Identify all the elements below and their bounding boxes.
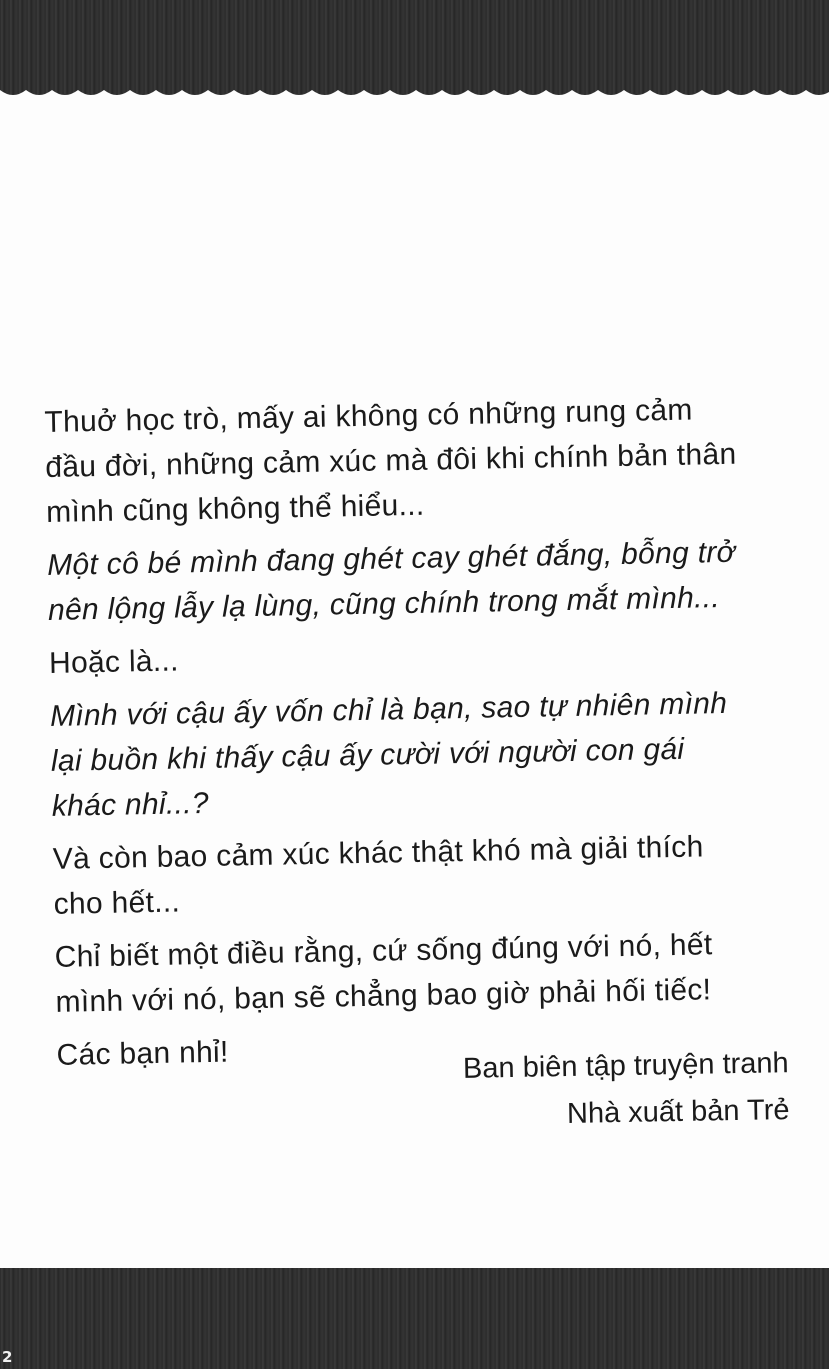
- paragraph-6: [54, 920, 816, 1025]
- text-line: Một cô bé mình đang ghét cay ghét đắng, bỗng trở: [46, 535, 736, 582]
- paragraph-1: [44, 385, 806, 535]
- text-line: Thuở học trò, mấy ai không có những rung cảm: [44, 393, 693, 439]
- text-line: mình cũng không thể hiểu...: [45, 488, 425, 529]
- text-line: Các bạn nhỉ!: [56, 1035, 229, 1072]
- text-line: Và còn bao cảm xúc khác thật khó mà giải thích: [52, 830, 704, 876]
- page-number: 2: [2, 1348, 13, 1366]
- paragraph-4: [50, 679, 812, 829]
- text-line: mình với nó, bạn sẽ chẳng bao giờ phải hối tiếc!: [55, 973, 712, 1019]
- text-line: nên lộng lẫy lạ lùng, cũng chính trong mắt mình...: [47, 581, 721, 627]
- signature-editorial-board: Ban biên tập truyện tranh: [463, 1047, 790, 1085]
- text-line: lại buồn khi thấy cậu ấy cười với người con gái: [50, 732, 685, 778]
- body-text: [44, 385, 817, 1085]
- text-line: Hoặc là...: [48, 644, 180, 680]
- paragraph-3: [49, 626, 810, 686]
- signature-publisher: Nhà xuất bản Trẻ: [566, 1094, 790, 1130]
- paragraph-2: [47, 528, 809, 633]
- text-line: khác nhỉ...?: [51, 786, 210, 823]
- bottom-dark-band: [0, 1268, 829, 1369]
- text-line: Mình với cậu ấy vốn chỉ là bạn, sao tự nhiên mình: [49, 686, 728, 733]
- paragraph-5: [52, 822, 814, 927]
- top-scalloped-edge: [0, 82, 829, 102]
- text-line: Chỉ biết một điều rằng, cứ sống đúng với nó, hết: [54, 928, 713, 974]
- text-line: cho hết...: [53, 885, 181, 921]
- text-line: đầu đời, những cảm xúc mà đôi khi chính bản thân: [44, 437, 737, 484]
